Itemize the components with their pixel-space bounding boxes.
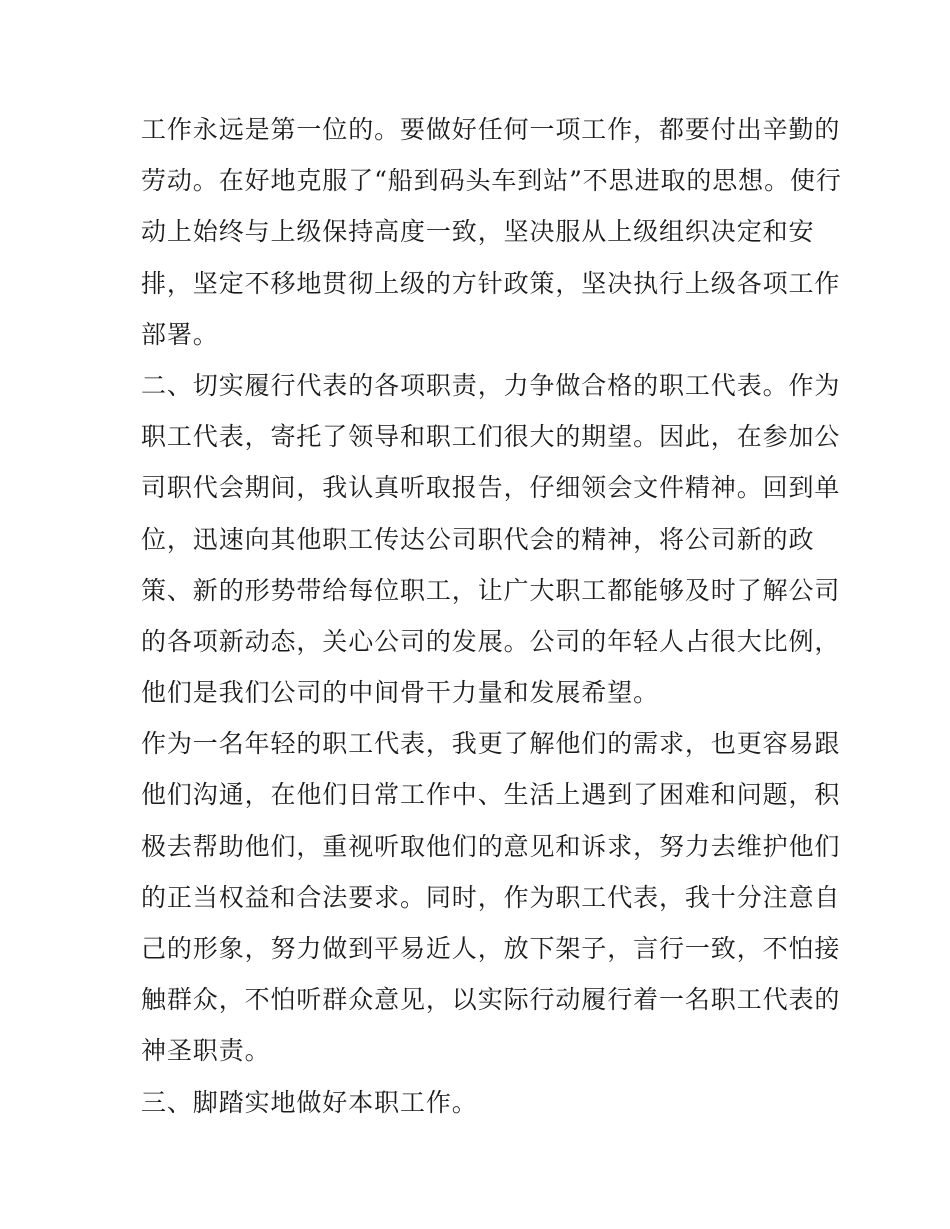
text-line: 的正当权益和合法要求。同时，作为职工代表，我十分注意自 bbox=[141, 882, 841, 912]
text-line: 他们沟通，在他们日常工作中、生活上遇到了困难和问题，积 bbox=[141, 780, 841, 810]
text-line: 劳动。在好地克服了“船到码头车到站”不思进取的思想。使行 bbox=[141, 166, 842, 196]
text-line: 动上始终与上级保持高度一致，坚决服从上级组织决定和安 bbox=[141, 217, 815, 247]
text-line: 二、切实履行代表的各项职责，力争做合格的职工代表。作为 bbox=[141, 370, 841, 400]
text-line: 极去帮助他们，重视听取他们的意见和诉求，努力去维护他们 bbox=[141, 831, 841, 861]
text-line: 己的形象，努力做到平易近人，放下架子，言行一致，不怕接 bbox=[141, 934, 841, 963]
text-line: 部署。 bbox=[141, 319, 219, 349]
paragraph-4 bbox=[141, 1077, 821, 1128]
text-line: 三、脚踏实地做好本职工作。 bbox=[141, 1087, 478, 1117]
paragraph-1 bbox=[141, 104, 842, 360]
paragraph-3 bbox=[141, 718, 841, 1076]
text-line: 排，坚定不移地贯彻上级的方针政策，坚决执行上级各项工作 bbox=[141, 268, 841, 298]
text-line: 位，迅速向其他职工传达公司职代会的精神，将公司新的政 bbox=[141, 524, 815, 554]
text-line: 神圣职责。 bbox=[141, 1036, 271, 1066]
text-line: 他们是我们公司的中间骨干力量和发展希望。 bbox=[141, 678, 660, 708]
text-line: 作为一名年轻的职工代表，我更了解他们的需求，也更容易跟 bbox=[141, 729, 841, 759]
paragraph-2 bbox=[141, 360, 841, 718]
text-line: 触群众，不怕听群众意见，以实际行动履行着一名职工代表的 bbox=[141, 985, 841, 1015]
text-line: 的各项新动态，关心公司的发展。公司的年轻人占很大比例， bbox=[141, 626, 841, 656]
text-line: 工作永远是第一位的。要做好任何一项工作，都要付出辛勤的 bbox=[141, 115, 841, 144]
text-line: 职工代表，寄托了领导和职工们很大的期望。因此，在参加公 bbox=[141, 422, 841, 452]
text-line: 策、新的形势带给每位职工，让广大职工都能够及时了解公司 bbox=[141, 575, 841, 605]
document-body bbox=[141, 104, 842, 1128]
text-line: 司职代会期间，我认真听取报告，仔细领会文件精神。回到单 bbox=[141, 473, 841, 503]
